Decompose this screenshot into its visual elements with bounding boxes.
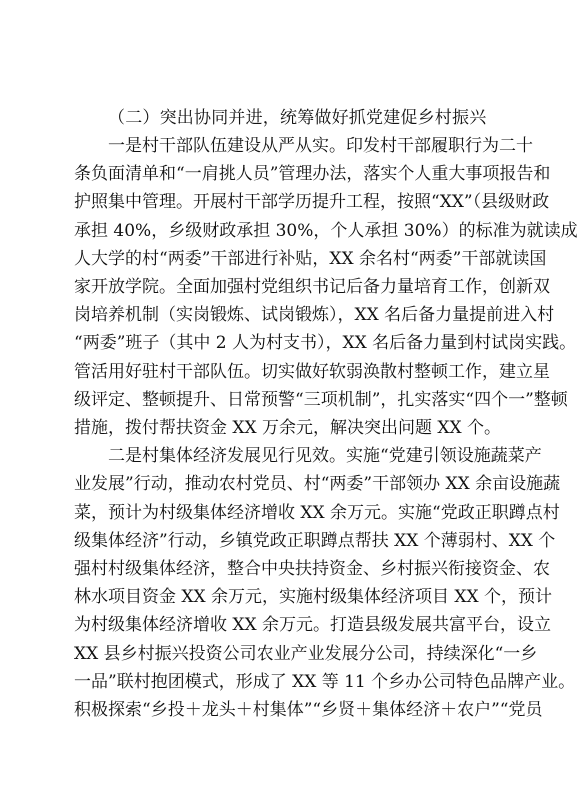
paragraph-line: 为村级集体经济增收 XX 余万元。打造县级发展共富平台，设立 [74,615,552,636]
paragraph-line: “两委”班子（其中 2 人为村支书），XX 名后备力量到村试岗实践。 [74,333,577,354]
paragraph-line: 一是村干部队伍建设从严从实。印发村干部履职行为二十 [108,136,533,156]
paragraph-collective-economy [74,442,576,724]
paragraph-line: 家开放学院。全面加强村党组织书记后备力量培育工作，创新双 [74,277,550,298]
section-heading: （二）突出协同并进，统筹做好抓党建促乡村振兴 [108,108,487,128]
paragraph-line: XX 县乡村振兴投资公司农业产业发展分公司，持续深化“一乡 [74,643,538,664]
document-body [74,104,578,724]
paragraph-line: 二是村集体经济发展见行见效。实施“党建引领设施蔬菜产 [108,446,542,467]
paragraph-line: 级集体经济”行动，乡镇党政正职蹲点帮扶 XX 个薄弱村、XX 个 [74,530,556,551]
paragraph-line: 管活用好驻村干部队伍。切实做好软弱涣散村整顿工作，建立星 [74,361,550,382]
paragraph-line: 条负面清单和“一肩挑人员”管理办法，落实个人重大事项报告和 [74,164,551,185]
paragraph-line: 级评定、整顿提升、日常预警“三项机制”，扎实落实“四个一”整顿 [74,389,568,410]
paragraph-line: 积极探索“乡投＋龙头＋村集体”“乡贤＋集体经济＋农户”“党员 [74,700,543,721]
paragraph-line: 措施，拨付帮扶资金 XX 万余元，解决突出问题 XX 个。 [74,418,502,439]
paragraph-line: 护照集中管理。开展村干部学历提升工程，按照“XX”（县级财政 [74,192,550,213]
paragraph-line: 一品”联村抱团模式，形成了 XX 等 11 个乡办公司特色品牌产业。 [74,671,576,692]
paragraph-line: 岗培养机制（实岗锻炼、试岗锻炼），XX 名后备力量提前进入村 [74,305,555,326]
paragraph-line: 承担 40%，乡级财政承担 30%，个人承担 30%）的标准为就读成 [74,220,578,241]
paragraph-line: 人大学的村“两委”干部进行补贴，XX 余名村“两委”干部就读国 [74,248,547,269]
paragraph-line: 强村村级集体经济，整合中央扶持资金、乡村振兴衔接资金、农 [74,559,550,580]
paragraph-cadre-team [74,132,578,442]
paragraph-line: 业发展”行动，推动农村党员、村“两委”干部领办 XX 余亩设施蔬 [74,474,561,495]
paragraph-line: 菜，预计为村级集体经济增收 XX 余万元。实施“党政正职蹲点村 [74,502,560,523]
paragraph-line: 林水项目资金 XX 余万元，实施村级集体经济项目 XX 个，预计 [74,587,553,608]
